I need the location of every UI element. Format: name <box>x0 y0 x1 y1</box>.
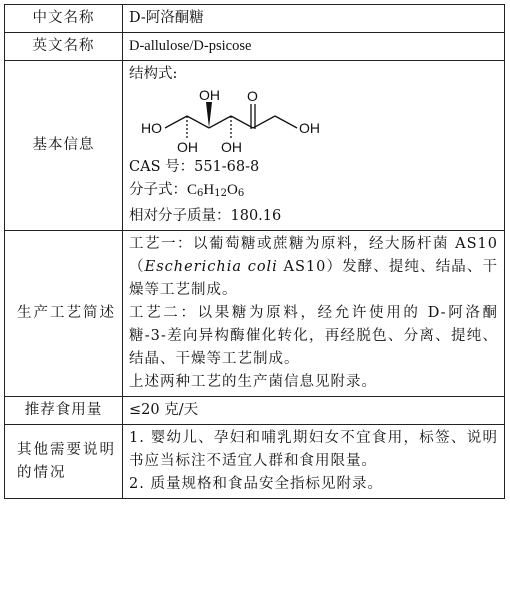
row-other <box>5 425 505 499</box>
process-note: 上述两种工艺的生产菌信息见附录。 <box>129 374 377 390</box>
info-table <box>4 4 505 499</box>
structural-formula <box>139 88 339 156</box>
other-item-2: 2. 质量规格和食品安全指标见附录。 <box>129 476 383 492</box>
molecular-weight: 相对分子质量：180.16 <box>129 208 282 224</box>
wedge-bond <box>206 102 212 128</box>
label-process: 生产工艺简述 <box>5 231 123 397</box>
formula-h: H <box>203 182 215 198</box>
process-one-part-b: AS10）发酵、提纯、结晶、干燥等工艺制成。 <box>129 259 498 298</box>
atom-ho-left: HO <box>141 120 162 136</box>
molecular-formula <box>129 179 498 205</box>
label-chinese-name: 中文名称 <box>5 5 123 33</box>
formula-c-count: 6 <box>197 188 204 199</box>
atom-oh-bottom-right: OH <box>221 139 242 155</box>
other-item-1: 1. 婴幼儿、孕妇和哺乳期妇女不宜食用，标签、说明书应当标注不适宜人群和食用限量。 <box>129 430 498 469</box>
row-english-name <box>5 33 505 61</box>
label-other: 其他需要说明的情况 <box>5 425 123 499</box>
formula-c: C <box>187 182 198 198</box>
cas-number: CAS 号：551-68-8 <box>129 159 260 175</box>
label-basic-info: 基本信息 <box>5 61 123 231</box>
formula-prefix: 分子式： <box>129 182 187 198</box>
row-basic-info <box>5 61 505 231</box>
atom-oh-top: OH <box>199 88 220 103</box>
value-other <box>123 425 505 499</box>
process-one <box>129 233 498 302</box>
label-dosage: 推荐食用量 <box>5 397 123 425</box>
value-process <box>123 231 505 397</box>
formula-o-count: 6 <box>237 188 245 199</box>
value-basic-info <box>123 61 505 231</box>
value-chinese-name: D-阿洛酮糖 <box>123 5 505 33</box>
atom-oh-bottom-left: OH <box>177 139 198 155</box>
row-process <box>5 231 505 397</box>
label-english-name: 英文名称 <box>5 33 123 61</box>
formula-h-count: 12 <box>214 188 227 199</box>
formula-o: O <box>226 182 238 198</box>
row-dosage <box>5 397 505 425</box>
atom-o-carbonyl: O <box>247 88 258 104</box>
process-two: 工艺二：以果糖为原料，经允许使用的 D-阿洛酮糖-3-差向异构酶催化转化，再经脱色、分离、提纯、结晶、干燥等工艺制成。 <box>129 305 498 367</box>
value-english-name: D-allulose/D-psicose <box>123 33 505 61</box>
value-dosage: ≤20 克/天 <box>123 397 505 425</box>
process-one-part-a: 工艺一：以葡萄糖或蔗糖为原料，经大肠杆菌 AS10（ <box>129 236 498 275</box>
atom-oh-right: OH <box>299 120 320 136</box>
row-chinese-name <box>5 5 505 33</box>
process-one-species: Escherichia coli <box>144 259 278 275</box>
structure-label: 结构式: <box>129 66 178 82</box>
